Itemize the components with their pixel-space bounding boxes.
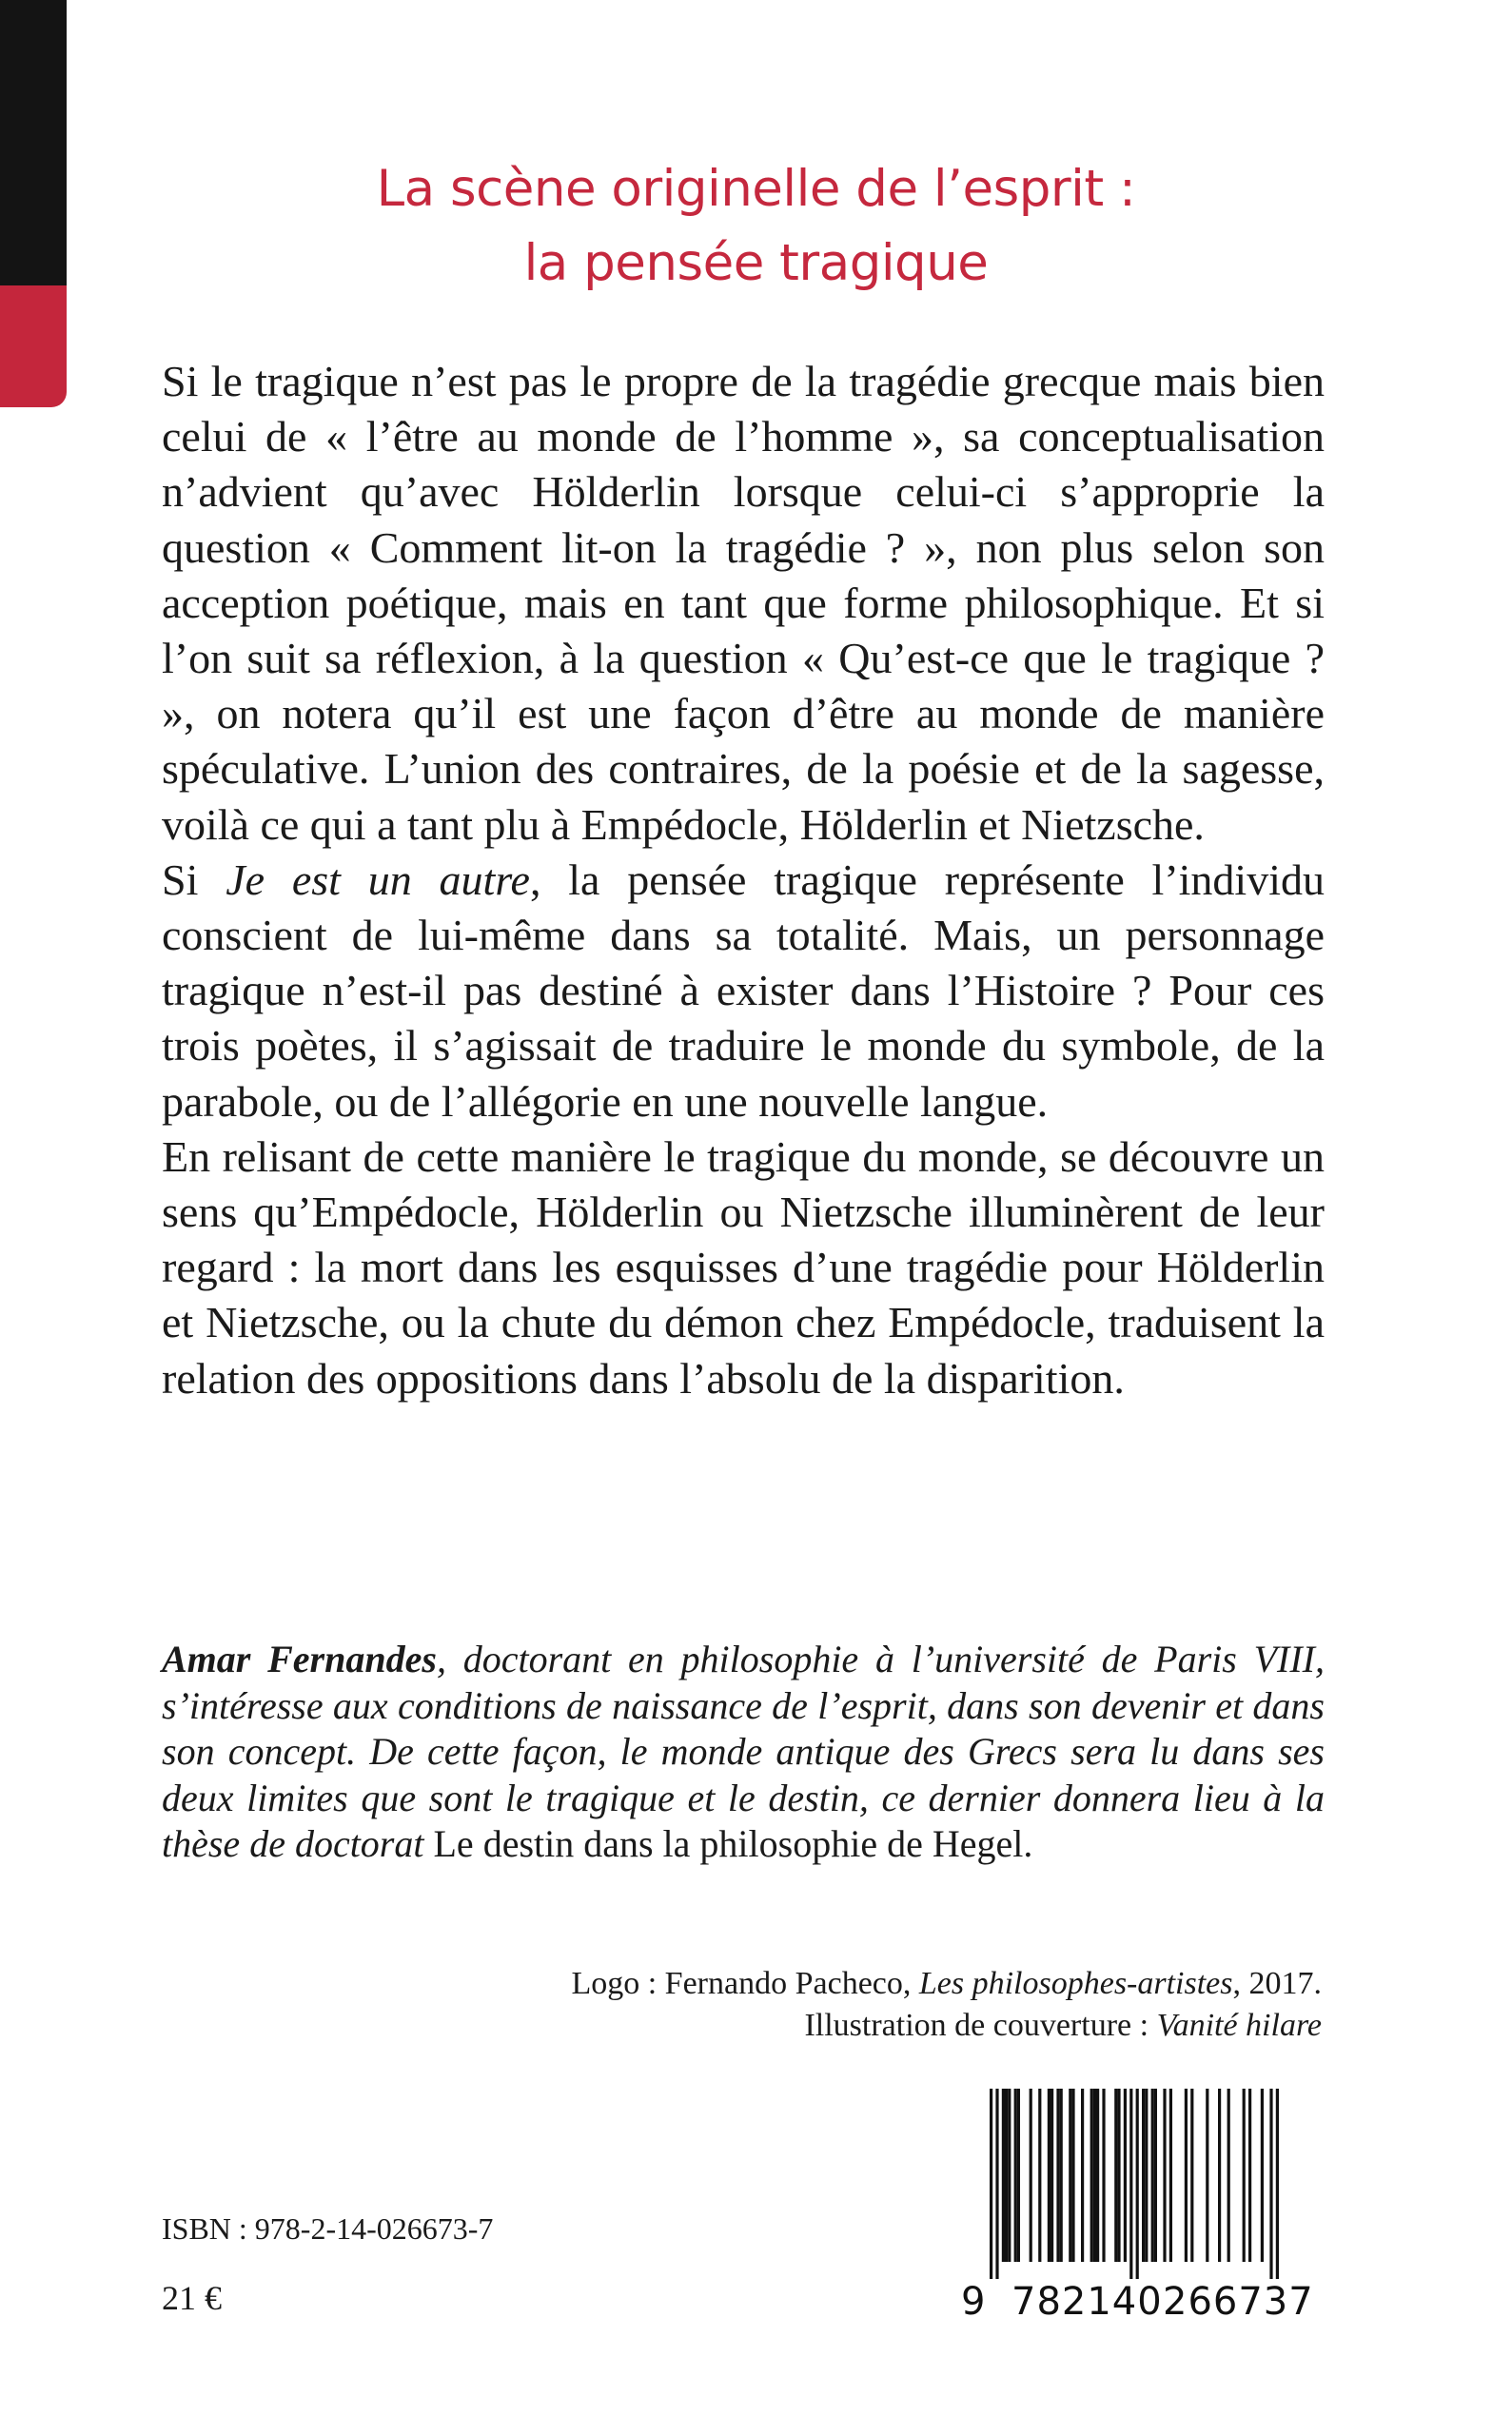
barcode-bar	[1124, 2089, 1127, 2262]
barcode-bar	[995, 2089, 998, 2279]
title-line-2: la pensée tragique	[523, 234, 989, 292]
barcode-bar	[1014, 2089, 1017, 2262]
barcode-bar	[1218, 2089, 1221, 2262]
author-bio	[162, 1637, 1325, 1868]
cover-credit-prefix: Illustration de couverture :	[804, 2008, 1157, 2043]
barcode-bar	[1008, 2089, 1011, 2262]
isbn: ISBN : 978-2-14-026673-7	[162, 2211, 494, 2246]
barcode-bar	[990, 2089, 992, 2279]
barcode-bar	[1102, 2089, 1105, 2262]
barcode-bar	[1129, 2089, 1132, 2279]
summary-paragraph-3: En relisant de cette manière le tragique du monde, se découvre un sens qu’Empédocle, Hölderlin ou Nietzsche illuminèrent de leur regard : la mort dans les esquisses d’une tragédie pour Hölderlin et Nietzsche, ou la chute du démon chez Empédocle, traduisent la relation des oppositions dans l’absolu de la disparition.	[162, 1131, 1325, 1403]
barcode-bar	[1185, 2089, 1188, 2262]
barcode-bar	[1136, 2089, 1139, 2279]
summary-paragraph-2	[162, 853, 1325, 1129]
barcode-bar	[1142, 2089, 1145, 2262]
summary-p2-rest: , la pensée tragique représente l’individu conscient de lui-même dans sa totalité. Mais, un personnage tragique n’est-il pas destiné à exister dans l’Histoire ? Pour ces trois poètes, il s’agissait de traduire le monde du symbole, de la parabole, ou de l’allégorie en une nouvelle langue.	[162, 854, 1325, 1126]
barcode-digits-right: 266737	[1163, 2280, 1314, 2324]
barcode-digit-first: 9	[961, 2280, 987, 2324]
summary-p2-italic: Je est un autre	[226, 854, 530, 904]
barcode-bar	[1117, 2089, 1120, 2262]
barcode-bar	[1056, 2089, 1059, 2262]
summary-paragraph-1: Si le tragique n’est pas le propre de la tragédie grecque mais bien celui de « l’être au monde de l’homme », sa conceptualisation n’advient qu’avec Hölderlin lorsque celui-ci s’approprie la question « Comment lit-on la tragédie ? », non plus selon son acception poétique, mais en tant que forme philosophique. Et si l’on suit sa réflexion, à la question « Qu’est-ce que le tragique ? », on notera qu’il est une façon d’être au monde de manière spéculative. L’union des contraires, de la poésie et de la sagesse, voilà ce qui a tant plu à Empédocle, Hölderlin et Nietzsche.	[162, 357, 1325, 849]
barcode-bar	[1069, 2089, 1071, 2262]
logo-credit	[571, 1963, 1322, 2005]
barcode-bar	[1169, 2089, 1172, 2262]
barcode-bar	[1269, 2089, 1272, 2279]
barcode-bar	[1154, 2089, 1157, 2262]
barcode-bar	[1005, 2089, 1008, 2262]
barcode-bar	[1090, 2089, 1093, 2262]
spine-red-band	[0, 285, 67, 407]
title-line-1: La scène originelle de l’esprit :	[376, 160, 1136, 218]
barcode-bar	[1206, 2089, 1208, 2262]
barcode-bar	[1261, 2089, 1264, 2262]
barcode-bar	[1002, 2089, 1005, 2262]
barcode-bar	[1151, 2089, 1154, 2262]
back-cover-summary	[162, 354, 1325, 1406]
barcode-bar	[1163, 2089, 1166, 2262]
image-credits	[571, 1963, 1322, 2047]
barcode-bar	[1248, 2089, 1251, 2262]
author-name: Amar Fernandes	[162, 1638, 437, 1680]
book-title	[0, 152, 1512, 301]
barcode-bar	[1081, 2089, 1084, 2262]
barcode-bar	[1048, 2089, 1051, 2262]
summary-p2-start: Si	[162, 854, 226, 904]
barcode-digits-left: 782140	[1011, 2280, 1163, 2324]
barcode-bar	[1030, 2089, 1032, 2262]
cover-credit-work: Vanité hilare	[1156, 2008, 1322, 2043]
barcode-bar	[1038, 2089, 1041, 2262]
barcode-bar	[1051, 2089, 1053, 2262]
price: 21 €	[162, 2279, 222, 2317]
author-bio-text: , doctorant en philosophie à l’université de Paris VIII, s’intéresse aux conditions de naissance de l’esprit, dans son devenir et dans son concept. De cette façon, le monde antique des Grecs sera lu dans ses deux limites que sont le tragique et le destin, ce dernier donnera lieu à la thèse de doctorat	[162, 1638, 1325, 1866]
cover-illustration-credit	[571, 2005, 1322, 2047]
barcode-bars	[961, 2089, 1323, 2279]
barcode-bar	[1114, 2089, 1117, 2262]
barcode-bar	[1096, 2089, 1099, 2262]
thesis-title: Le destin dans la philosophie de Hegel.	[423, 1822, 1033, 1866]
logo-credit-work: Les philosophes-artistes	[918, 1966, 1233, 2001]
barcode-bar	[1243, 2089, 1246, 2262]
barcode-bar	[1071, 2089, 1074, 2262]
logo-credit-prefix: Logo : Fernando Pacheco,	[571, 1966, 919, 2001]
barcode-bar	[1017, 2089, 1020, 2262]
barcode-bar	[1060, 2089, 1063, 2262]
barcode-bar	[1145, 2089, 1148, 2262]
barcode-bar	[1276, 2089, 1279, 2279]
barcode-bar	[1093, 2089, 1096, 2262]
logo-credit-year: , 2017.	[1232, 1966, 1322, 2001]
barcode-bar	[1190, 2089, 1193, 2262]
barcode-bar	[1227, 2089, 1230, 2262]
barcode-digits	[0, 2280, 1512, 2337]
